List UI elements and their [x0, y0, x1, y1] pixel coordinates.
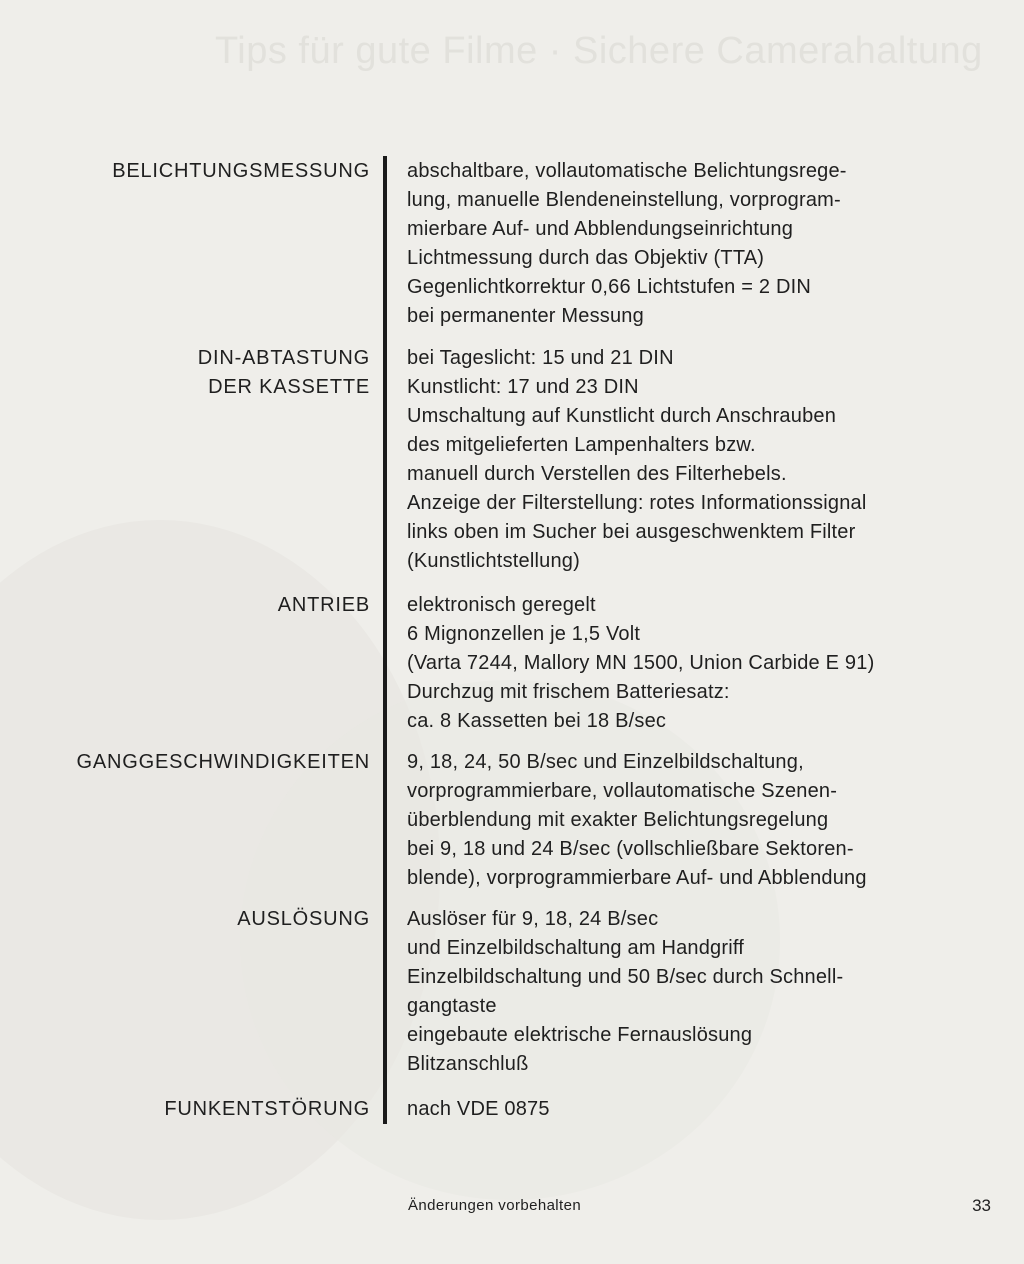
spec-label-ausloesung: [237, 905, 370, 934]
spec-value-funkentstoerung: [407, 1095, 1007, 1124]
spec-line: links oben im Sucher bei ausgeschwenktem Filter: [407, 521, 856, 543]
spec-line: elektronisch geregelt: [407, 594, 596, 616]
spec-label-line: FUNKENTSTÖRUNG: [164, 1098, 370, 1120]
spec-line: des mitgelieferten Lampenhalters bzw.: [407, 434, 756, 456]
spec-label-line: ANTRIEB: [277, 594, 370, 616]
spec-line: lung, manuelle Blendeneinstellung, vorprogram-: [407, 189, 841, 211]
spec-line: und Einzelbildschaltung am Handgriff: [407, 937, 745, 959]
spec-line: mierbare Auf- und Abblendungseinrichtung: [407, 218, 794, 240]
spec-line: Auslöser für 9, 18, 24 B/sec: [407, 908, 659, 930]
spec-line: ca. 8 Kassetten bei 18 B/sec: [407, 710, 667, 732]
spec-line: bei Tageslicht: 15 und 21 DIN: [407, 347, 674, 369]
spec-line: bei 9, 18 und 24 B/sec (vollschließbare Sektoren-: [407, 838, 854, 860]
spec-line: 6 Mignonzellen je 1,5 Volt: [407, 623, 641, 645]
spec-line: nach VDE 0875: [407, 1098, 550, 1120]
spec-label-din-abtastung: [198, 344, 370, 402]
spec-label-belichtungsmessung: [112, 157, 370, 186]
spec-line: überblendung mit exakter Belichtungsregelung: [407, 809, 829, 831]
spec-label-ganggeschwindigkeiten: [77, 748, 371, 777]
spec-label-funkentstoerung: [164, 1095, 370, 1124]
spec-line: (Kunstlichtstellung): [407, 550, 580, 572]
spec-label-line: GANGGESCHWINDIGKEITEN: [76, 751, 370, 773]
column-divider: [383, 156, 387, 1124]
spec-line: bei permanenter Messung: [407, 305, 644, 327]
spec-line: manuell durch Verstellen des Filterhebels.: [407, 463, 787, 485]
spec-line: eingebaute elektrische Fernauslösung: [407, 1024, 753, 1046]
spec-label-line: BELICHTUNGSMESSUNG: [112, 160, 370, 182]
spec-value-ganggeschwindigkeiten: [407, 748, 1007, 893]
spec-line: 9, 18, 24, 50 B/sec und Einzelbildschaltung,: [407, 751, 804, 773]
spec-label-antrieb: [278, 591, 370, 620]
spec-line: (Varta 7244, Mallory MN 1500, Union Carbide E 91): [407, 652, 875, 674]
spec-line: Umschaltung auf Kunstlicht durch Anschrauben: [407, 405, 837, 427]
footer-note: Änderungen vorbehalten: [408, 1197, 582, 1214]
spec-label-line: DIN-ABTASTUNG: [197, 347, 370, 369]
spec-line: Gegenlichtkorrektur 0,66 Lichtstufen = 2 DIN: [407, 276, 812, 298]
bleed-through-title: Tips für gute Filme · Sichere Camerahaltung: [215, 30, 983, 72]
spec-line: Kunstlicht: 17 und 23 DIN: [407, 376, 639, 398]
spec-value-antrieb: [407, 591, 1007, 736]
spec-value-belichtungsmessung: [407, 157, 1007, 331]
spec-label-line: DER KASSETTE: [208, 376, 370, 398]
spec-line: Durchzug mit frischem Batteriesatz:: [407, 681, 730, 703]
spec-line: blende), vorprogrammierbare Auf- und Abblendung: [407, 867, 867, 889]
spec-line: vorprogrammierbare, vollautomatische Szenen-: [407, 780, 838, 802]
spec-line: abschaltbare, vollautomatische Belichtungsrege-: [407, 160, 847, 182]
spec-value-ausloesung: [407, 905, 1007, 1079]
spec-value-din-abtastung: [407, 344, 1007, 576]
spec-line: Einzelbildschaltung und 50 B/sec durch Schnell-: [407, 966, 844, 988]
spec-line: Lichtmessung durch das Objektiv (TTA): [407, 247, 765, 269]
spec-line: Anzeige der Filterstellung: rotes Informationssignal: [407, 492, 867, 514]
spec-line: Blitzanschluß: [407, 1053, 529, 1075]
spec-line: gangtaste: [407, 995, 497, 1017]
spec-label-line: AUSLÖSUNG: [237, 908, 370, 930]
page-number: 33: [972, 1196, 991, 1215]
